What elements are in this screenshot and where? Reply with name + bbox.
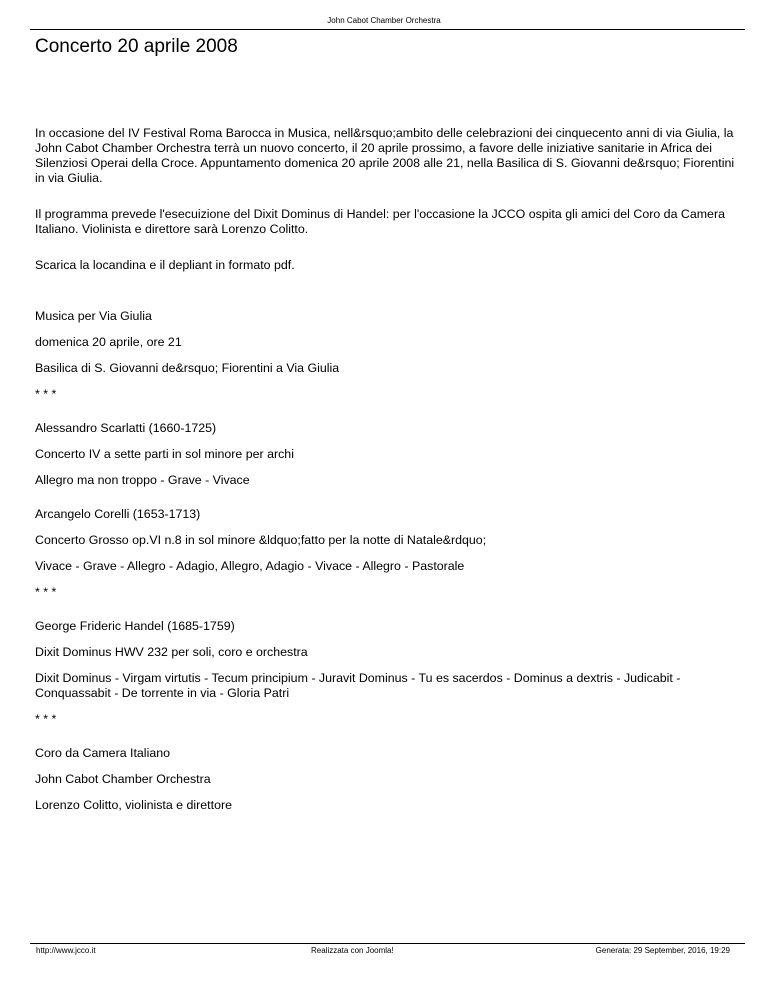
footer-credit: Realizzata con Joomla!	[311, 946, 394, 955]
movements-scarlatti: Allegro ma non troppo - Grave - Vivace	[35, 473, 250, 487]
page-header: John Cabot Chamber Orchestra	[327, 16, 441, 25]
performer-director: Lorenzo Colitto, violinista e direttore	[35, 798, 232, 812]
performer-orchestra: John Cabot Chamber Orchestra	[35, 772, 211, 786]
section-separator: * * *	[35, 712, 57, 726]
section-separator: * * *	[35, 387, 57, 401]
intro-paragraph: In occasione del IV Festival Roma Barocca in Musica, nell&rsquo;ambito delle celebrazioni dei cinquecento anni di via Giulia, la John Cabot Chamber Orchestra terrà un nuovo concerto, il 20 aprile prossimo, a favore delle iniziative sanitarie in Africa dei Silenziosi Operai della Croce. Appuntamento domenica 20 aprile 2008 alle 21, nella Basilica di S. Giovanni de&rsquo; Fiorentini in via Giulia.	[35, 126, 735, 185]
event-venue: Basilica di S. Giovanni de&rsquo; Fiorentini a Via Giulia	[35, 361, 340, 375]
download-link-text[interactable]: Scarica la locandina e il depliant in formato pdf.	[35, 258, 295, 272]
event-title: Musica per Via Giulia	[35, 309, 152, 323]
movements-corelli: Vivace - Grave - Allegro - Adagio, Allegro, Adagio - Vivace - Allegro - Pastorale	[35, 559, 465, 573]
composer-scarlatti: Alessandro Scarlatti (1660-1725)	[35, 421, 217, 435]
work-scarlatti: Concerto IV a sette parti in sol minore per archi	[35, 447, 294, 461]
footer-divider	[30, 943, 745, 944]
work-corelli: Concerto Grosso op.VI n.8 in sol minore &ldquo;fatto per la notte di Natale&rdquo;	[35, 533, 487, 547]
work-handel: Dixit Dominus HWV 232 per soli, coro e orchestra	[35, 645, 308, 659]
page-title: Concerto 20 aprile 2008	[35, 36, 238, 57]
composer-handel: George Frideric Handel (1685-1759)	[35, 619, 235, 633]
performer-choir: Coro da Camera Italiano	[35, 746, 170, 760]
footer-generated-date: Generata: 29 September, 2016, 19:29	[595, 946, 730, 955]
footer-url[interactable]: http://www.jcco.it	[36, 946, 96, 955]
composer-corelli: Arcangelo Corelli (1653-1713)	[35, 507, 201, 521]
article-body	[35, 126, 735, 813]
event-date: domenica 20 aprile, ore 21	[35, 335, 182, 349]
section-separator: * * *	[35, 585, 57, 599]
movements-handel: Dixit Dominus - Virgam virtutis - Tecum principium - Juravit Dominus - Tu es sacerdos - Dominus a dextris - Judicabit - Conquassabit - De torrente in via - Gloria Patri	[35, 671, 681, 700]
header-divider	[30, 29, 745, 30]
download-paragraph	[35, 258, 735, 273]
program-paragraph: Il programma prevede l'esecuizione del Dixit Dominus di Handel: per l'occasione la JCCO ospita gli amici del Coro da Camera Italiano. Violinista e direttore sarà Lorenzo Colitto.	[35, 207, 725, 236]
